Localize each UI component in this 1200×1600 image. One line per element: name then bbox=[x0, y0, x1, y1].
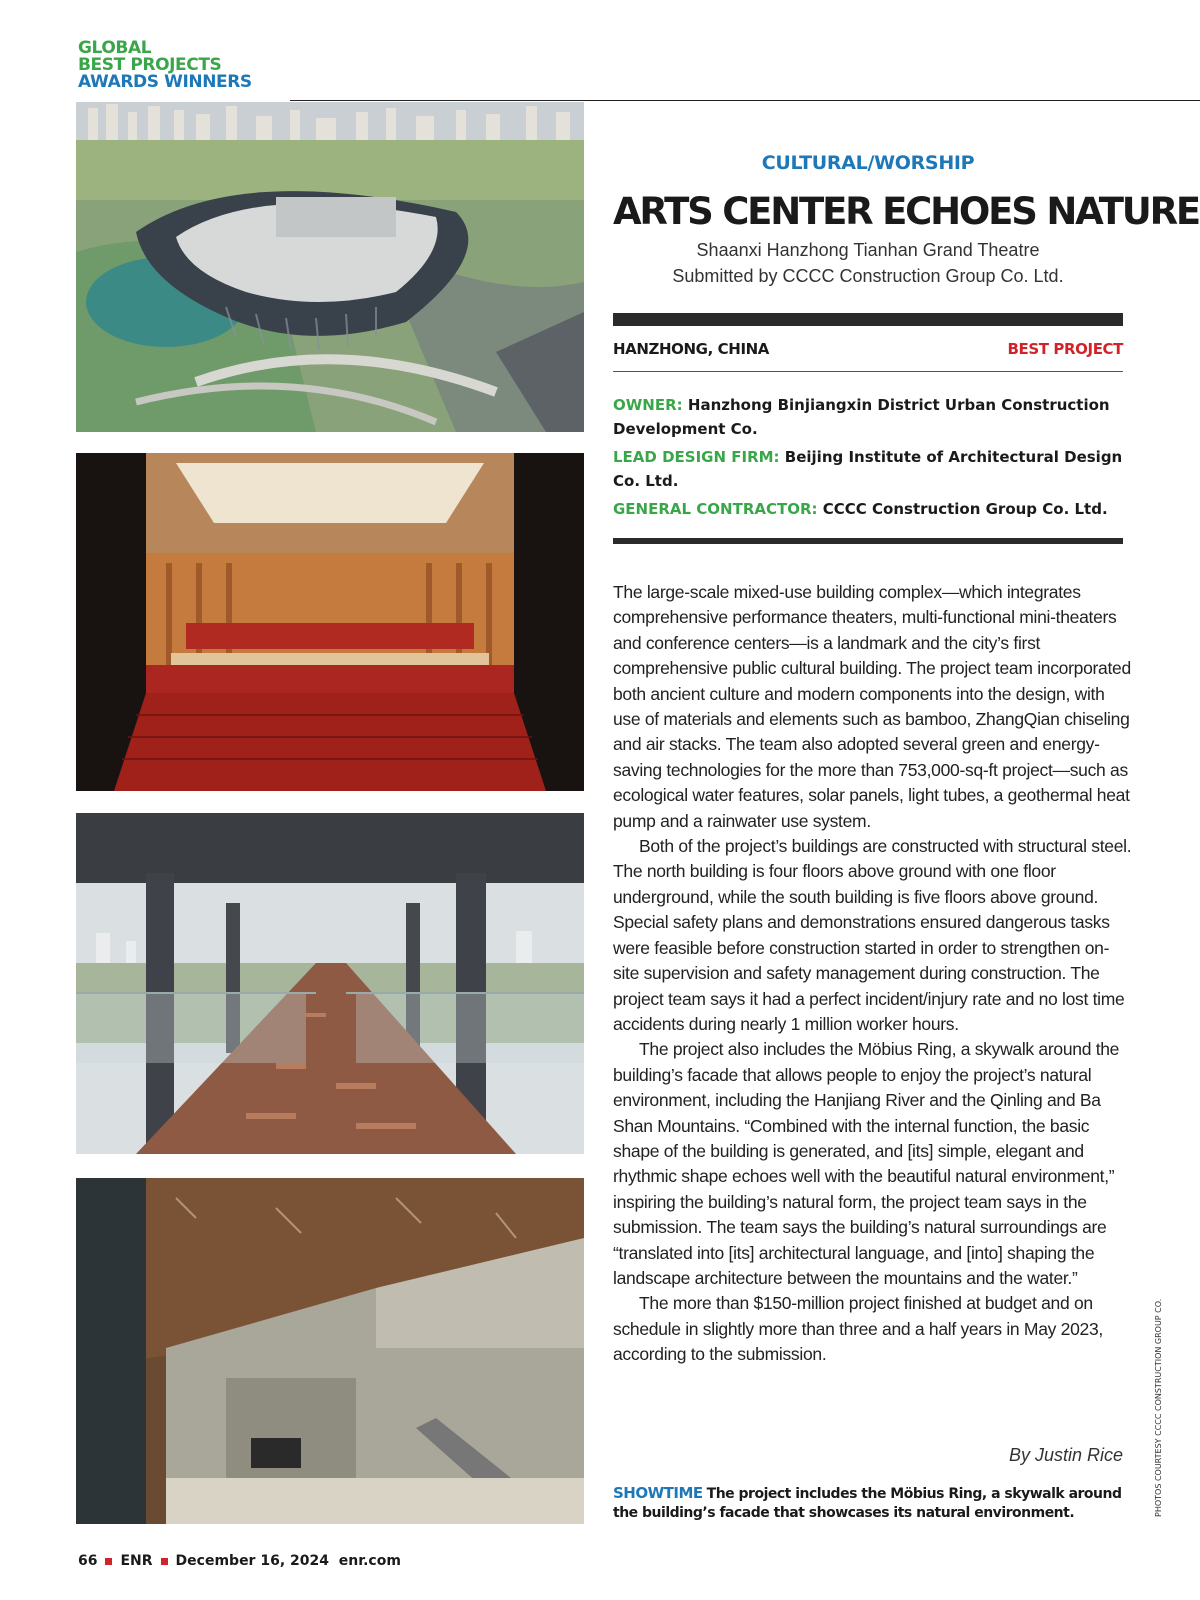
credit-label: GENERAL CONTRACTOR: bbox=[613, 500, 818, 518]
credits-bar bbox=[613, 538, 1123, 544]
page-number: 66 bbox=[78, 1553, 98, 1569]
project-credits bbox=[613, 393, 1123, 525]
location-row bbox=[613, 340, 1123, 358]
credit-value: CCCC Construction Group Co. Ltd. bbox=[822, 500, 1108, 518]
photo-credit: PHOTOS COURTESY CCCC CONSTRUCTION GROUP CO. bbox=[1154, 1298, 1163, 1517]
body-paragraph: The large-scale mixed-use building complex—which integrates comprehensive performance theaters, multi-functional mini-theaters and conference centers—is a landmark and the city’s first comprehensive public cultural building. The project team incorporated both ancient culture and modern components into the design, with use of materials and elements such as bamboo, ZhangQian chiseling and air stacks. The team also adopted several green and energy-saving technologies for the more than 753,000-sq-ft project—such as ecological water features, solar panels, light tubes, a geothermal heat pump and a rainwater use system. bbox=[613, 582, 1131, 831]
separator-square bbox=[105, 1558, 112, 1565]
top-rule bbox=[290, 100, 1200, 101]
section-kicker bbox=[78, 40, 252, 91]
credit-value: Hanzhong Binjiangxin District Urban Construction Development Co. bbox=[613, 396, 1110, 438]
credit-value: Beijing Institute of Architectural Design Co. Ltd. bbox=[613, 448, 1123, 490]
article-headline: ARTS CENTER ECHOES NATURE bbox=[613, 190, 1199, 233]
kicker-line-2: BEST PROJECTS bbox=[78, 55, 222, 75]
award-badge: BEST PROJECT bbox=[1007, 340, 1123, 358]
magazine-name: ENR bbox=[120, 1553, 153, 1569]
photo-caption bbox=[613, 1484, 1123, 1523]
credit-owner bbox=[613, 393, 1123, 441]
project-name: Shaanxi Hanzhong Tianhan Grand Theatre bbox=[696, 240, 1040, 260]
credit-contractor bbox=[613, 497, 1123, 521]
credit-label: OWNER: bbox=[613, 396, 683, 414]
caption-text: The project includes the Möbius Ring, a skywalk around the building’s facade that showcases its natural environment. bbox=[613, 1486, 1122, 1521]
separator-square bbox=[161, 1558, 168, 1565]
photo-lobby bbox=[76, 1178, 584, 1524]
project-location: HANZHONG, CHINA bbox=[613, 340, 769, 358]
location-rule bbox=[613, 371, 1123, 372]
body-paragraph: The project also includes the Möbius Ring, a skywalk around the building’s facade that allows people to enjoy the project’s natural environment, including the Hanjiang River and the Qinling and Ba Shan Mountains. “Combined with the internal function, the basic shape of the building is generated, and [its] simple, elegant and rhythmic shape echoes well with the beautiful natural environment,” inspiring the building’s natural form, the project team says in the submission. The team says the building’s natural surroundings are “translated into [its] architectural language, and [into] shaping the landscape architecture between the mountains and the water.” bbox=[613, 1039, 1120, 1288]
credit-label: LEAD DESIGN FIRM: bbox=[613, 448, 780, 466]
kicker-line-1: GLOBAL bbox=[78, 38, 152, 58]
issue-date: December 16, 2024 bbox=[175, 1553, 329, 1569]
article-category: CULTURAL/WORSHIP bbox=[761, 152, 975, 174]
photo-theatre-interior bbox=[76, 453, 584, 791]
page-folio bbox=[78, 1553, 401, 1569]
photo-skywalk bbox=[76, 813, 584, 1154]
photo-aerial-building bbox=[76, 102, 584, 432]
body-paragraph: Both of the project’s buildings are constructed with structural steel. The north building is four floors above ground with one floor underground, while the south building is five floors above ground. Special safety plans and demonstrations ensured dangerous tasks were feasible before construction started in order to strengthen on-site supervision and safety management during construction. The project team says it had a perfect incident/injury rate and no lost time accidents during nearly 1 million worker hours. bbox=[613, 836, 1132, 1034]
header-bar bbox=[613, 313, 1123, 326]
caption-head: SHOWTIME bbox=[613, 1484, 703, 1502]
site-url: enr.com bbox=[338, 1553, 401, 1569]
byline: By Justin Rice bbox=[1008, 1445, 1123, 1465]
kicker-line-3: AWARDS WINNERS bbox=[78, 72, 252, 92]
body-paragraph: The more than $150-million project finished at budget and on schedule in slightly more than three and a half years in May 2023, according to the submission. bbox=[613, 1293, 1103, 1365]
credit-design-firm bbox=[613, 445, 1123, 493]
submitted-by: Submitted by CCCC Construction Group Co. Ltd. bbox=[672, 266, 1064, 286]
article-body bbox=[613, 580, 1133, 1368]
